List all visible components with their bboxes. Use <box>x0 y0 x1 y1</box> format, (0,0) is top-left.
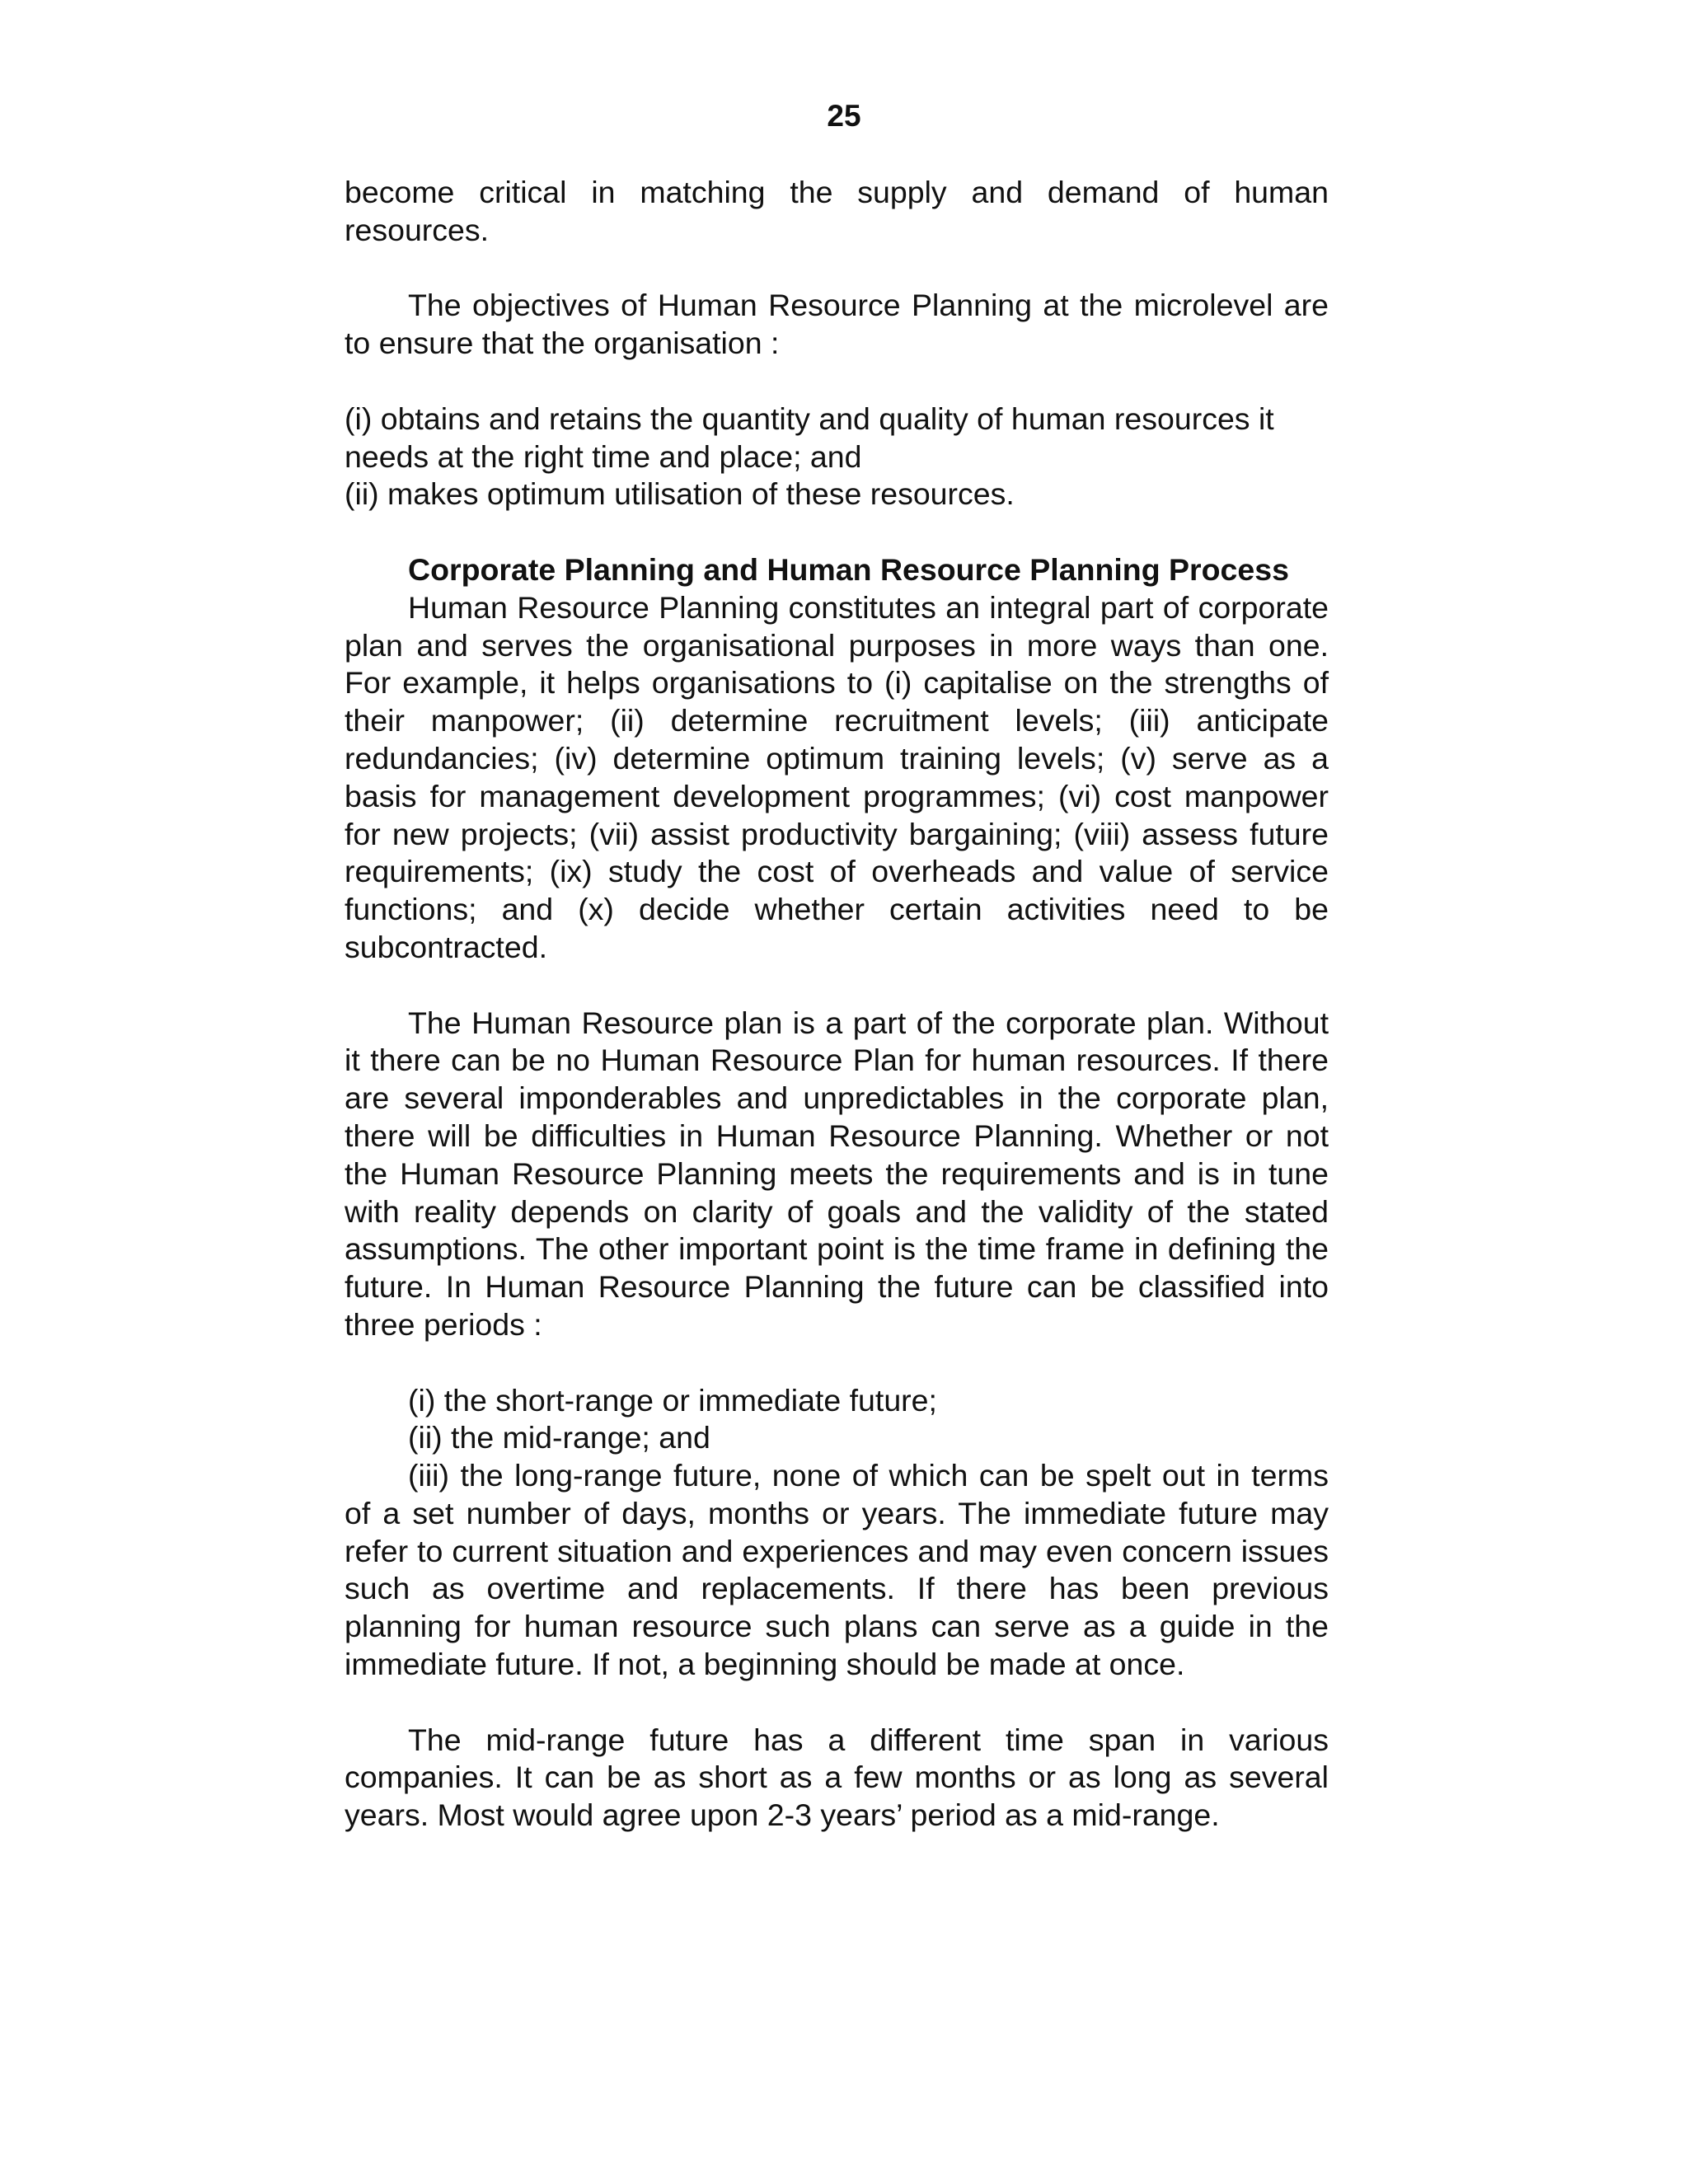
period-item-long-range: (iii) the long-range future, none of which can be spelt out in terms of a set number of days, months or years. The immediate future may refer to current situation and experiences and may even concern issues such as overtime and replacements. If there has been previous planning for human resource such plans can serve as a guide in the immediate future. If not, a beginning should be made at once. <box>345 1458 1329 1682</box>
section-heading: Corporate Planning and Human Resource Planning Process <box>408 551 1289 587</box>
page-body <box>345 174 1329 1835</box>
paragraph-objectives-intro: The objectives of Human Resource Planning at the microlevel are to ensure that the organisation : <box>345 288 1329 361</box>
paragraph-continuation: become critical in matching the supply and demand of human resources. <box>345 175 1329 247</box>
objective-item-2: (ii) makes optimum utilisation of these resources. <box>345 476 1015 512</box>
paragraph-hrp-integral: Human Resource Planning constitutes an integral part of corporate plan and serves the organisational purposes in more ways than one. For example, it helps organisations to (i) capitalise on the strengths of their manpower; (ii) determine recruitment levels; (iii) anticipate redundancies; (iv) determine optimum training levels; (v) serve as a basis for management development programmes; (vi) cost manpower for new projects; (vii) assist productivity bargaining; (viii) assess future requirements; (ix) study the cost of overheads and value of service functions; and (x) decide whether certain activities need to be subcontracted. <box>345 589 1329 964</box>
period-item-short-range: (i) the short-range or immediate future; <box>408 1382 937 1418</box>
page-number: 25 <box>827 99 861 133</box>
period-item-mid-range: (ii) the mid-range; and <box>408 1420 710 1455</box>
paragraph-hr-plan: The Human Resource plan is a part of the corporate plan. Without it there can be no Human Resource Plan for human resources. If there are several imponderables and unpredictables in the corporate plan, there will be difficulties in Human Resource Planning. Whether or not the Human Resource Planning meets the requirements and is in tune with reality depends on clarity of goals and the validity of the stated assumptions. The other important point is the time frame in defining the future. In Human Resource Planning the future can be classified into three periods : <box>345 1005 1329 1342</box>
objective-item-1: (i) obtains and retains the quantity and quality of human resources it needs at the right time and place; and <box>345 401 1274 474</box>
paragraph-mid-range-future: The mid-range future has a different time span in various companies. It can be as short as a few months or as long as several years. Most would agree upon 2-3 years’ period as a mid-range. <box>345 1722 1329 1833</box>
